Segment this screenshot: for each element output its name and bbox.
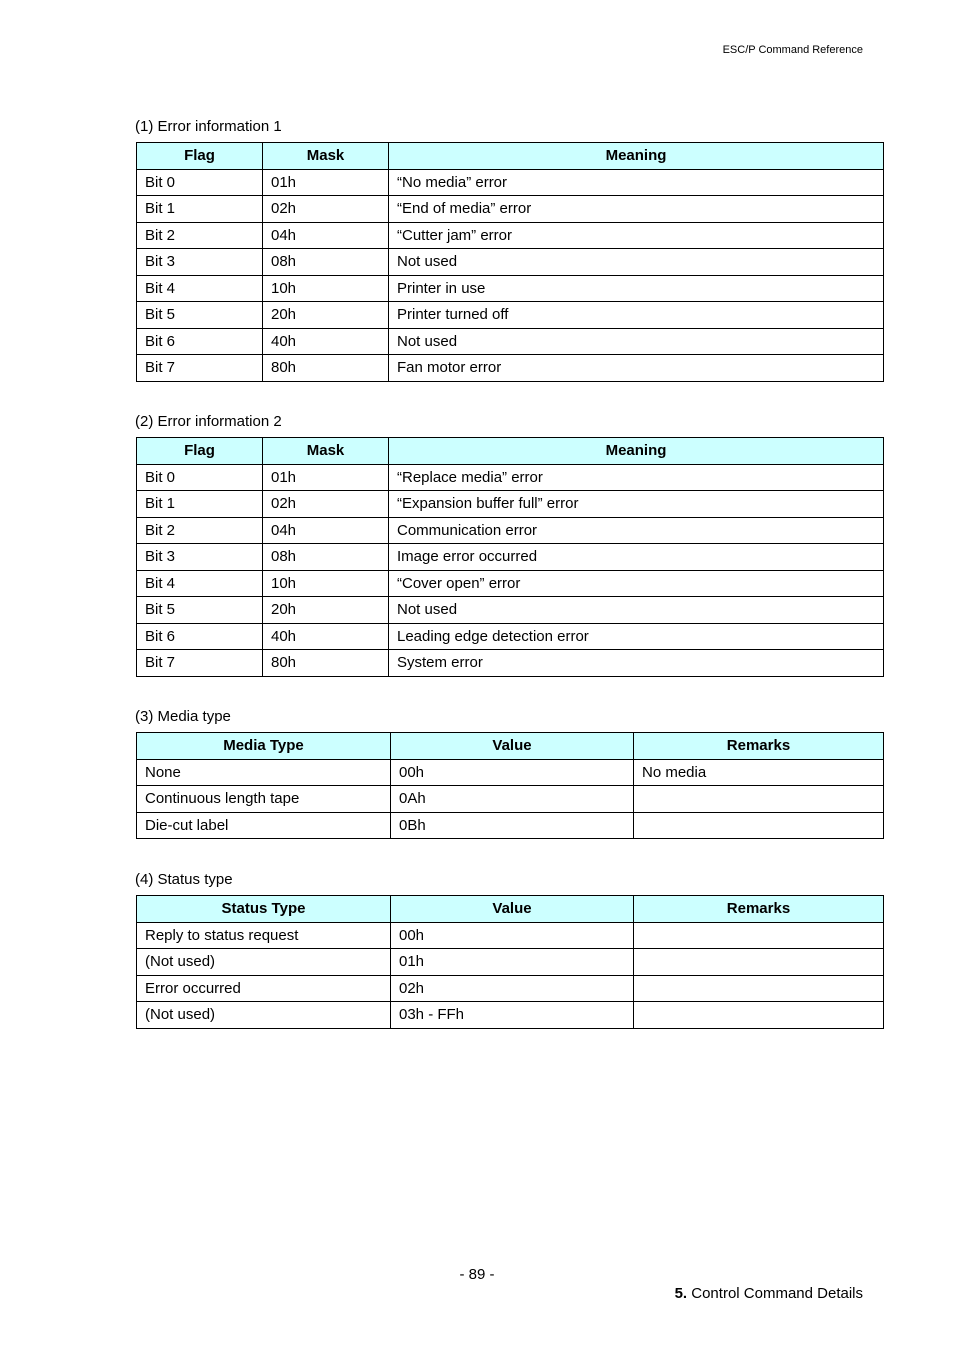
cell-status-type: (Not used) (137, 949, 391, 976)
table-row (137, 759, 884, 786)
column-header-remarks: Remarks (634, 896, 884, 923)
section-title: (4) Status type (135, 871, 233, 888)
section-title: (2) Error information 2 (135, 413, 282, 430)
table-row (137, 570, 884, 597)
cell-meaning: “Cover open” error (389, 570, 884, 597)
cell-meaning: Not used (389, 328, 884, 355)
cell-meaning: Image error occurred (389, 544, 884, 571)
cell-meaning: Printer in use (389, 275, 884, 302)
cell-remarks (634, 949, 884, 976)
table-header-row (137, 896, 884, 923)
cell-value: 0Bh (391, 812, 634, 839)
cell-flag: Bit 3 (137, 249, 263, 276)
section-error-information-1 (135, 118, 883, 382)
table-row (137, 328, 884, 355)
cell-flag: Bit 2 (137, 222, 263, 249)
cell-flag: Bit 1 (137, 196, 263, 223)
cell-flag: Bit 4 (137, 570, 263, 597)
error-information-2-table (136, 437, 884, 677)
cell-value: 00h (391, 759, 634, 786)
cell-mask: 80h (263, 650, 389, 677)
cell-mask: 20h (263, 302, 389, 329)
media-type-table (136, 732, 884, 839)
cell-remarks (634, 922, 884, 949)
cell-status-type: (Not used) (137, 1002, 391, 1029)
table-row (137, 355, 884, 382)
error-information-1-table (136, 142, 884, 382)
cell-flag: Bit 2 (137, 517, 263, 544)
column-header-status-type: Status Type (137, 896, 391, 923)
column-header-mask: Mask (263, 438, 389, 465)
cell-mask: 02h (263, 491, 389, 518)
table-row (137, 275, 884, 302)
table-row (137, 597, 884, 624)
table-row (137, 786, 884, 813)
cell-meaning: “Cutter jam” error (389, 222, 884, 249)
table-row (137, 975, 884, 1002)
cell-media-type: None (137, 759, 391, 786)
cell-meaning: Printer turned off (389, 302, 884, 329)
cell-flag: Bit 7 (137, 650, 263, 677)
cell-meaning: “No media” error (389, 169, 884, 196)
section-error-information-2 (135, 413, 883, 677)
cell-mask: 08h (263, 249, 389, 276)
table-header-row (137, 143, 884, 170)
page-number: - 89 - (459, 1266, 495, 1283)
cell-flag: Bit 7 (137, 355, 263, 382)
cell-flag: Bit 5 (137, 597, 263, 624)
cell-flag: Bit 1 (137, 491, 263, 518)
table-row (137, 464, 884, 491)
column-header-media-type: Media Type (137, 733, 391, 760)
section-media-type (135, 708, 883, 839)
table-row (137, 650, 884, 677)
table-row (137, 922, 884, 949)
cell-remarks (634, 1002, 884, 1029)
cell-mask: 04h (263, 517, 389, 544)
cell-remarks (634, 975, 884, 1002)
column-header-remarks: Remarks (634, 733, 884, 760)
column-header-value: Value (391, 896, 634, 923)
cell-meaning: “Expansion buffer full” error (389, 491, 884, 518)
cell-mask: 04h (263, 222, 389, 249)
chapter-title: Control Command Details (687, 1285, 863, 1302)
column-header-meaning: Meaning (389, 143, 884, 170)
cell-status-type: Reply to status request (137, 922, 391, 949)
column-header-flag: Flag (137, 438, 263, 465)
cell-value: 0Ah (391, 786, 634, 813)
cell-value: 01h (391, 949, 634, 976)
table-row (137, 302, 884, 329)
table-row (137, 169, 884, 196)
table-row (137, 949, 884, 976)
section-title: (3) Media type (135, 708, 231, 725)
cell-status-type: Error occurred (137, 975, 391, 1002)
section-title: (1) Error information 1 (135, 118, 282, 135)
cell-value: 02h (391, 975, 634, 1002)
column-header-value: Value (391, 733, 634, 760)
cell-flag: Bit 5 (137, 302, 263, 329)
table-row (137, 517, 884, 544)
cell-mask: 02h (263, 196, 389, 223)
cell-flag: Bit 0 (137, 464, 263, 491)
cell-remarks (634, 812, 884, 839)
cell-meaning: “End of media” error (389, 196, 884, 223)
table-row (137, 812, 884, 839)
table-row (137, 623, 884, 650)
cell-flag: Bit 3 (137, 544, 263, 571)
cell-meaning: Not used (389, 597, 884, 624)
cell-media-type: Continuous length tape (137, 786, 391, 813)
cell-mask: 01h (263, 464, 389, 491)
cell-value: 00h (391, 922, 634, 949)
cell-mask: 40h (263, 623, 389, 650)
column-header-flag: Flag (137, 143, 263, 170)
cell-flag: Bit 0 (137, 169, 263, 196)
cell-meaning: Not used (389, 249, 884, 276)
cell-mask: 80h (263, 355, 389, 382)
cell-mask: 10h (263, 275, 389, 302)
table-row (137, 249, 884, 276)
cell-media-type: Die-cut label (137, 812, 391, 839)
cell-mask: 08h (263, 544, 389, 571)
table-row (137, 196, 884, 223)
table-row (137, 222, 884, 249)
section-status-type (135, 871, 883, 1029)
cell-meaning: Leading edge detection error (389, 623, 884, 650)
cell-mask: 40h (263, 328, 389, 355)
cell-mask: 20h (263, 597, 389, 624)
cell-mask: 10h (263, 570, 389, 597)
cell-flag: Bit 6 (137, 623, 263, 650)
table-row (137, 491, 884, 518)
cell-meaning: “Replace media” error (389, 464, 884, 491)
cell-remarks (634, 786, 884, 813)
table-row (137, 544, 884, 571)
cell-remarks: No media (634, 759, 884, 786)
chapter-number: 5. (674, 1285, 688, 1302)
cell-value: 03h - FFh (391, 1002, 634, 1029)
table-row (137, 1002, 884, 1029)
table-header-row (137, 438, 884, 465)
status-type-table (136, 895, 884, 1029)
cell-flag: Bit 4 (137, 275, 263, 302)
cell-mask: 01h (263, 169, 389, 196)
table-header-row (137, 733, 884, 760)
column-header-mask: Mask (263, 143, 389, 170)
cell-meaning: Communication error (389, 517, 884, 544)
cell-meaning: Fan motor error (389, 355, 884, 382)
cell-meaning: System error (389, 650, 884, 677)
document-reference-title: ESC/P Command Reference (722, 44, 863, 56)
column-header-meaning: Meaning (389, 438, 884, 465)
cell-flag: Bit 6 (137, 328, 263, 355)
chapter-footer (675, 1285, 863, 1302)
